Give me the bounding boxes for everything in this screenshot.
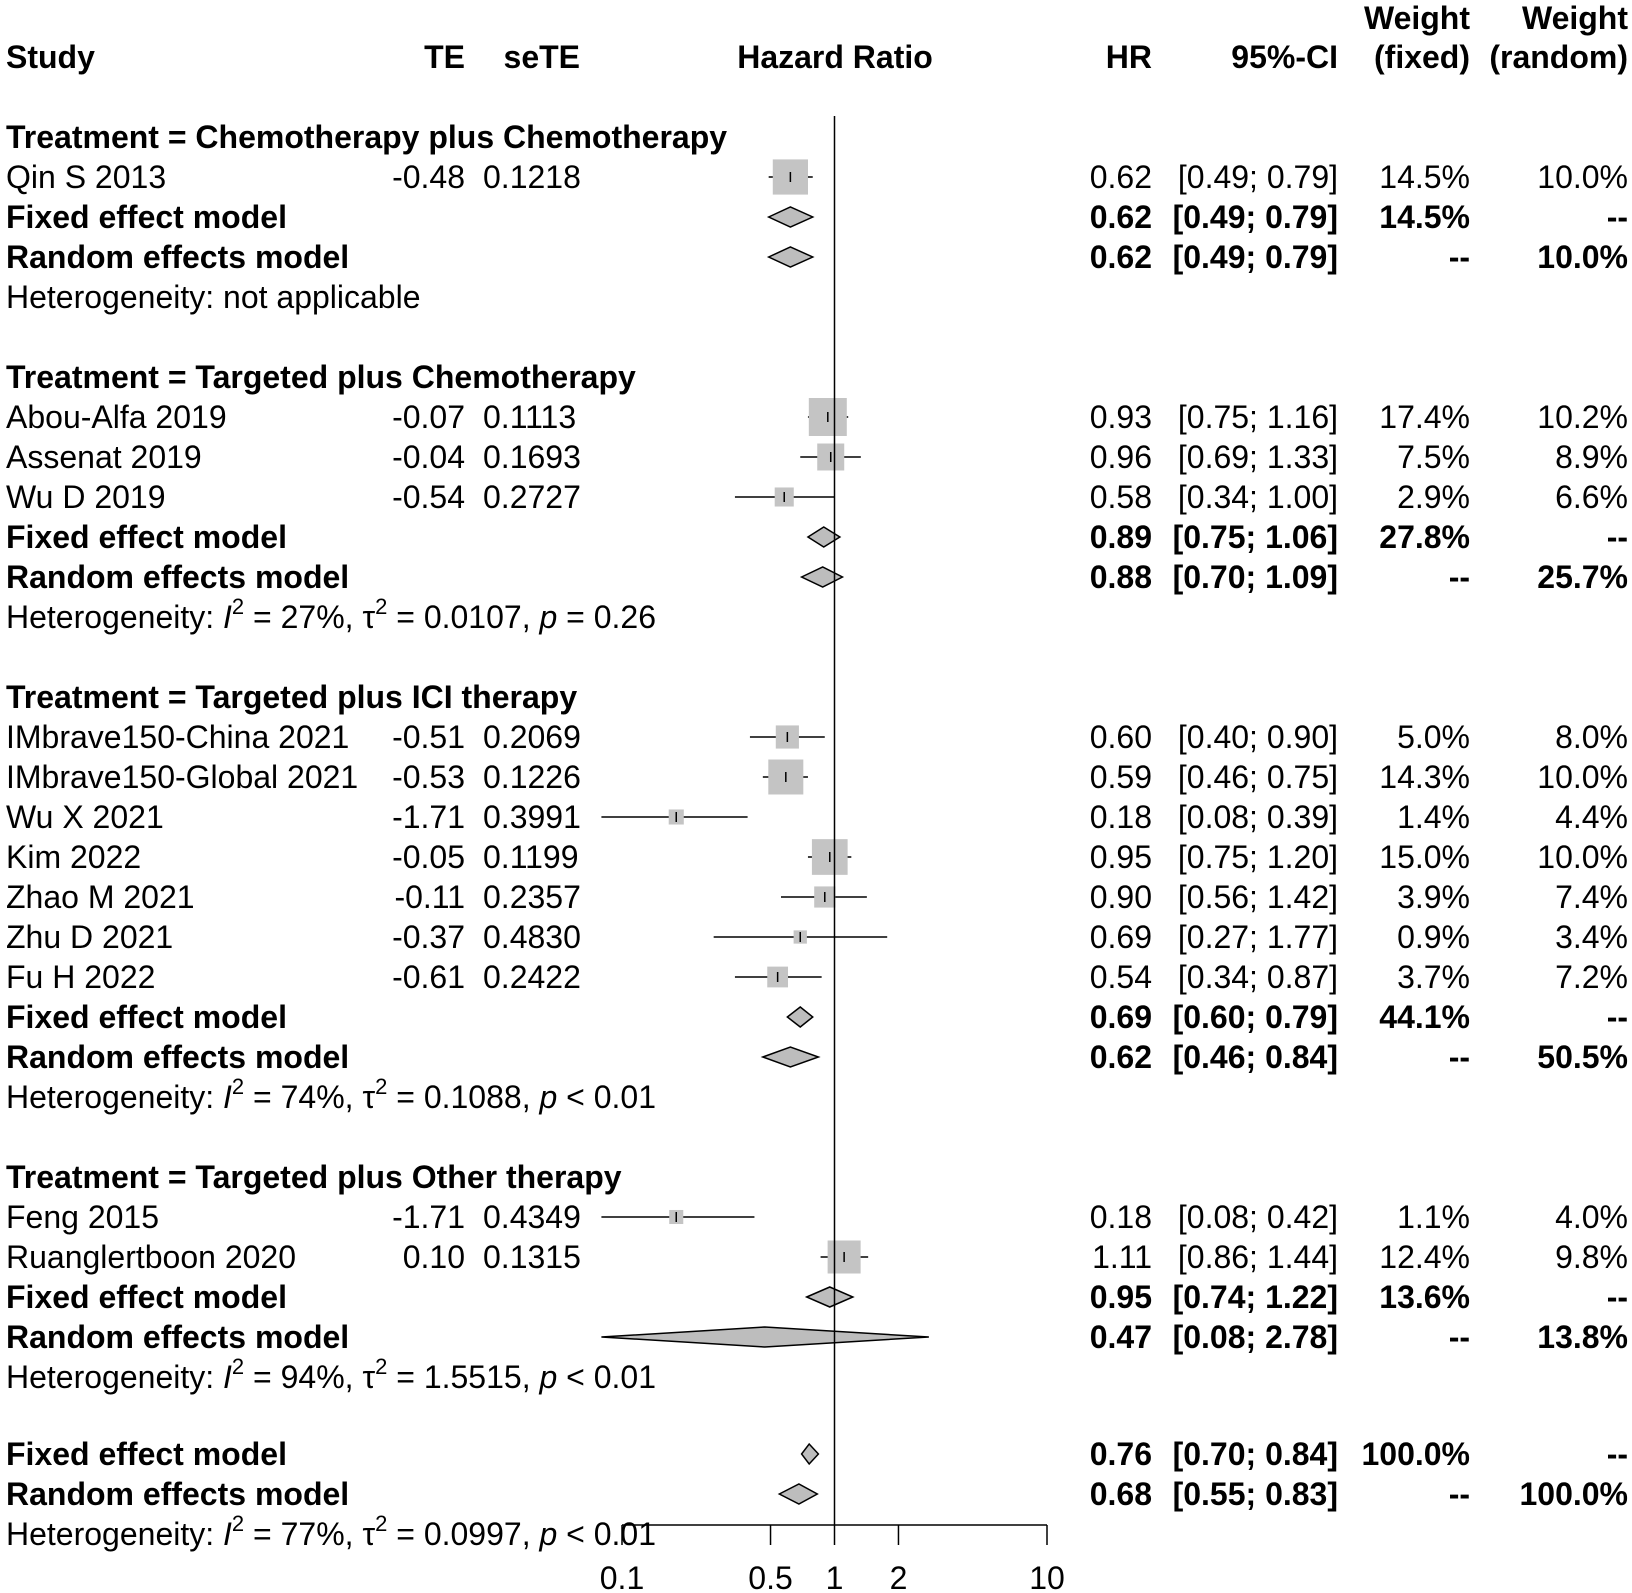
fixed-hr: 0.89 bbox=[1089, 519, 1152, 555]
study-ci: [0.46; 0.75] bbox=[1177, 759, 1338, 795]
study-te: -0.37 bbox=[392, 919, 465, 955]
study-te: 0.10 bbox=[402, 1239, 465, 1275]
study-weight-random: 10.0% bbox=[1537, 159, 1628, 195]
study-name: Ruanglertboon 2020 bbox=[6, 1239, 297, 1275]
fixed-hr: 0.69 bbox=[1089, 999, 1152, 1035]
random-effects-diamond bbox=[769, 247, 813, 267]
overall-random-diamond bbox=[779, 1484, 817, 1504]
header-weight-fixed-top: Weight bbox=[1363, 0, 1470, 36]
study-hr: 0.60 bbox=[1089, 719, 1152, 755]
header-ci: 95%-CI bbox=[1231, 39, 1338, 75]
study-weight-random: 7.4% bbox=[1555, 879, 1628, 915]
study-sete: 0.1226 bbox=[483, 759, 581, 795]
study-sete: 0.4349 bbox=[483, 1199, 581, 1235]
fixed-ci: [0.75; 1.06] bbox=[1172, 519, 1338, 555]
study-weight-fixed: 1.1% bbox=[1397, 1199, 1470, 1235]
fixed-effect-diamond bbox=[787, 1007, 812, 1027]
header-te: TE bbox=[424, 39, 465, 75]
study-te: -0.07 bbox=[392, 399, 465, 435]
header-hr: HR bbox=[1105, 39, 1152, 75]
random-ci: [0.46; 0.84] bbox=[1172, 1039, 1338, 1075]
header-weight-fixed-bottom: (fixed) bbox=[1374, 39, 1470, 75]
het-i-symbol: I bbox=[223, 1516, 232, 1552]
study-ci: [0.34; 1.00] bbox=[1177, 479, 1338, 515]
study-ci: [0.40; 0.90] bbox=[1177, 719, 1338, 755]
overall-random-ci: [0.55; 0.83] bbox=[1172, 1476, 1338, 1512]
study-weight-random: 10.0% bbox=[1537, 839, 1628, 875]
random-effects-label: Random effects model bbox=[6, 1039, 350, 1075]
study-sete: 0.3991 bbox=[483, 799, 581, 835]
het-i-superscript: 2 bbox=[231, 1354, 245, 1379]
random-effects-label: Random effects model bbox=[6, 239, 350, 275]
study-hr: 1.11 bbox=[1092, 1239, 1152, 1275]
study-name: Wu D 2019 bbox=[6, 479, 166, 515]
random-effects-label: Random effects model bbox=[6, 559, 350, 595]
overall-fixed-weight-fixed: 100.0% bbox=[1361, 1436, 1470, 1472]
fixed-effect-diamond bbox=[769, 207, 813, 227]
study-sete: 0.1113 bbox=[483, 399, 577, 435]
overall-fixed-hr: 0.76 bbox=[1089, 1436, 1152, 1472]
study-hr: 0.96 bbox=[1089, 439, 1152, 475]
het-i2-value: = 74%, τ bbox=[244, 1079, 376, 1115]
study-weight-fixed: 0.9% bbox=[1397, 919, 1470, 955]
study-weight-random: 10.0% bbox=[1537, 759, 1628, 795]
study-weight-random: 9.8% bbox=[1555, 1239, 1628, 1275]
study-ci: [0.34; 0.87] bbox=[1177, 959, 1338, 995]
het-p-symbol: p bbox=[539, 1516, 558, 1552]
study-weight-fixed: 14.5% bbox=[1379, 159, 1470, 195]
group-title: Treatment = Targeted plus ICI therapy bbox=[6, 679, 578, 715]
het-label: Heterogeneity: bbox=[6, 1079, 224, 1115]
random-ci: [0.70; 1.09] bbox=[1172, 559, 1338, 595]
random-weight-fixed: -- bbox=[1448, 239, 1470, 275]
header-weight-random-top: Weight bbox=[1521, 0, 1628, 36]
header-study: Study bbox=[6, 39, 95, 75]
het-i-superscript: 2 bbox=[231, 1511, 245, 1536]
random-weight-fixed: -- bbox=[1448, 559, 1470, 595]
random-hr: 0.62 bbox=[1089, 1039, 1152, 1075]
het-i-symbol: I bbox=[223, 599, 232, 635]
fixed-weight-fixed: 13.6% bbox=[1379, 1279, 1470, 1315]
study-weight-random: 8.9% bbox=[1555, 439, 1628, 475]
fixed-weight-fixed: 14.5% bbox=[1379, 199, 1470, 235]
study-name: Kim 2022 bbox=[6, 839, 142, 875]
study-name: Qin S 2013 bbox=[6, 159, 167, 195]
study-ci: [0.08; 0.39] bbox=[1177, 799, 1338, 835]
study-te: -0.51 bbox=[392, 719, 465, 755]
study-sete: 0.2357 bbox=[483, 879, 581, 915]
fixed-effect-label: Fixed effect model bbox=[6, 199, 287, 235]
het-i2-value: = 77%, τ bbox=[244, 1516, 376, 1552]
heterogeneity-text bbox=[6, 1074, 656, 1115]
random-effects-diamond bbox=[601, 1327, 928, 1347]
het-tau-superscript: 2 bbox=[375, 1354, 388, 1379]
x-axis-tick-label: 10 bbox=[1029, 1560, 1065, 1593]
het-tau-superscript: 2 bbox=[375, 594, 388, 619]
study-sete: 0.2422 bbox=[483, 959, 581, 995]
study-te: -0.54 bbox=[392, 479, 465, 515]
het-tau-superscript: 2 bbox=[375, 1511, 388, 1536]
study-te: -0.53 bbox=[392, 759, 465, 795]
overall-fixed-diamond bbox=[802, 1444, 819, 1464]
het-i-superscript: 2 bbox=[231, 1074, 245, 1099]
study-weight-random: 10.2% bbox=[1537, 399, 1628, 435]
fixed-ci: [0.49; 0.79] bbox=[1172, 199, 1338, 235]
het-i2-value: = 94%, τ bbox=[244, 1359, 376, 1395]
random-ci: [0.08; 2.78] bbox=[1172, 1319, 1338, 1355]
study-ci: [0.86; 1.44] bbox=[1177, 1239, 1338, 1275]
fixed-weight-random: -- bbox=[1606, 1279, 1628, 1315]
study-weight-random: 7.2% bbox=[1555, 959, 1628, 995]
overall-random-weight-fixed: -- bbox=[1448, 1476, 1470, 1512]
het-i-superscript: 2 bbox=[231, 594, 245, 619]
study-hr: 0.54 bbox=[1089, 959, 1152, 995]
study-weight-random: 4.0% bbox=[1555, 1199, 1628, 1235]
group-title: Treatment = Chemotherapy plus Chemotherapy bbox=[6, 119, 728, 155]
fixed-weight-fixed: 27.8% bbox=[1379, 519, 1470, 555]
fixed-effect-label: Fixed effect model bbox=[6, 1279, 287, 1315]
header-weight-random-bottom: (random) bbox=[1489, 39, 1628, 75]
random-effects-diamond bbox=[763, 1047, 819, 1067]
het-i-symbol: I bbox=[223, 1359, 232, 1395]
study-name: Zhu D 2021 bbox=[6, 919, 174, 955]
het-p-value: < 0.01 bbox=[557, 1079, 657, 1115]
overall-random-weight-random: 100.0% bbox=[1519, 1476, 1628, 1512]
het-p-value: < 0.01 bbox=[557, 1516, 657, 1552]
random-weight-random: 50.5% bbox=[1537, 1039, 1628, 1075]
random-hr: 0.47 bbox=[1089, 1319, 1152, 1355]
random-effects-label: Random effects model bbox=[6, 1319, 350, 1355]
study-ci: [0.27; 1.77] bbox=[1177, 919, 1338, 955]
study-te: -0.05 bbox=[392, 839, 465, 875]
heterogeneity-text bbox=[6, 594, 656, 635]
random-weight-random: 25.7% bbox=[1537, 559, 1628, 595]
overall-fixed-label: Fixed effect model bbox=[6, 1436, 287, 1472]
het-label: Heterogeneity: bbox=[6, 1516, 224, 1552]
study-sete: 0.1315 bbox=[483, 1239, 581, 1275]
study-ci: [0.75; 1.16] bbox=[1177, 399, 1338, 435]
study-weight-fixed: 5.0% bbox=[1397, 719, 1470, 755]
het-tau-superscript: 2 bbox=[375, 1074, 388, 1099]
study-hr: 0.90 bbox=[1089, 879, 1152, 915]
study-weight-random: 3.4% bbox=[1555, 919, 1628, 955]
random-weight-random: 10.0% bbox=[1537, 239, 1628, 275]
study-weight-fixed: 14.3% bbox=[1379, 759, 1470, 795]
het-tau2-value: = 1.5515, bbox=[387, 1359, 540, 1395]
het-label: Heterogeneity: bbox=[6, 1359, 224, 1395]
header-hazard-ratio: Hazard Ratio bbox=[737, 39, 933, 75]
study-hr: 0.58 bbox=[1089, 479, 1152, 515]
fixed-effect-label: Fixed effect model bbox=[6, 999, 287, 1035]
study-hr: 0.95 bbox=[1089, 839, 1152, 875]
study-weight-random: 6.6% bbox=[1555, 479, 1628, 515]
study-name: Zhao M 2021 bbox=[6, 879, 195, 915]
x-axis-tick-label: 0.5 bbox=[748, 1560, 793, 1593]
study-weight-fixed: 15.0% bbox=[1379, 839, 1470, 875]
fixed-ci: [0.60; 0.79] bbox=[1172, 999, 1338, 1035]
random-weight-fixed: -- bbox=[1448, 1319, 1470, 1355]
study-hr: 0.93 bbox=[1089, 399, 1152, 435]
study-ci: [0.49; 0.79] bbox=[1177, 159, 1338, 195]
het-label: Heterogeneity: bbox=[6, 599, 224, 635]
study-name: Fu H 2022 bbox=[6, 959, 156, 995]
fixed-ci: [0.74; 1.22] bbox=[1172, 1279, 1338, 1315]
study-hr: 0.59 bbox=[1089, 759, 1152, 795]
fixed-hr: 0.95 bbox=[1089, 1279, 1152, 1315]
study-weight-fixed: 12.4% bbox=[1379, 1239, 1470, 1275]
het-p-symbol: p bbox=[539, 1359, 558, 1395]
fixed-weight-random: -- bbox=[1606, 999, 1628, 1035]
study-te: -0.11 bbox=[394, 879, 465, 915]
group-title: Treatment = Targeted plus Other therapy bbox=[6, 1159, 622, 1195]
het-p-value: = 0.26 bbox=[557, 599, 657, 635]
study-weight-fixed: 17.4% bbox=[1379, 399, 1470, 435]
study-name: Abou-Alfa 2019 bbox=[6, 399, 227, 435]
overall-random-label: Random effects model bbox=[6, 1476, 350, 1512]
study-hr: 0.18 bbox=[1089, 799, 1152, 835]
study-sete: 0.4830 bbox=[483, 919, 581, 955]
study-sete: 0.2069 bbox=[483, 719, 581, 755]
x-axis-tick-label: 1 bbox=[825, 1560, 844, 1593]
study-sete: 0.1218 bbox=[483, 159, 581, 195]
fixed-effect-diamond bbox=[807, 1287, 853, 1307]
study-te: -0.48 bbox=[392, 159, 465, 195]
study-weight-fixed: 2.9% bbox=[1397, 479, 1470, 515]
overall-heterogeneity-text bbox=[6, 1511, 656, 1552]
random-hr: 0.88 bbox=[1089, 559, 1152, 595]
study-hr: 0.69 bbox=[1089, 919, 1152, 955]
study-hr: 0.18 bbox=[1089, 1199, 1152, 1235]
study-ci: [0.75; 1.20] bbox=[1177, 839, 1338, 875]
overall-fixed-ci: [0.70; 0.84] bbox=[1172, 1436, 1338, 1472]
group-title: Treatment = Targeted plus Chemotherapy bbox=[6, 359, 636, 395]
study-weight-fixed: 7.5% bbox=[1397, 439, 1470, 475]
het-p-value: < 0.01 bbox=[557, 1359, 657, 1395]
heterogeneity-text bbox=[6, 1354, 656, 1395]
heterogeneity-text: Heterogeneity: not applicable bbox=[6, 279, 421, 315]
random-ci: [0.49; 0.79] bbox=[1172, 239, 1338, 275]
study-te: -1.71 bbox=[392, 799, 465, 835]
het-i-symbol: I bbox=[223, 1079, 232, 1115]
study-sete: 0.1693 bbox=[483, 439, 581, 475]
study-te: -0.61 bbox=[392, 959, 465, 995]
overall-random-hr: 0.68 bbox=[1089, 1476, 1152, 1512]
study-name: Feng 2015 bbox=[6, 1199, 160, 1235]
study-weight-fixed: 1.4% bbox=[1397, 799, 1470, 835]
study-name: IMbrave150-Global 2021 bbox=[6, 759, 359, 795]
study-weight-fixed: 3.7% bbox=[1397, 959, 1470, 995]
study-weight-random: 8.0% bbox=[1555, 719, 1628, 755]
fixed-hr: 0.62 bbox=[1089, 199, 1152, 235]
header-sete: seTE bbox=[503, 39, 580, 75]
het-p-symbol: p bbox=[539, 1079, 558, 1115]
study-hr: 0.62 bbox=[1089, 159, 1152, 195]
study-ci: [0.08; 0.42] bbox=[1177, 1199, 1338, 1235]
fixed-weight-random: -- bbox=[1606, 519, 1628, 555]
x-axis-tick-label: 2 bbox=[889, 1560, 908, 1593]
overall-fixed-weight-random: -- bbox=[1606, 1436, 1628, 1472]
x-axis-tick-label: 0.1 bbox=[599, 1560, 645, 1593]
random-effects-diamond bbox=[802, 567, 843, 587]
random-hr: 0.62 bbox=[1089, 239, 1152, 275]
fixed-weight-fixed: 44.1% bbox=[1379, 999, 1470, 1035]
study-sete: 0.2727 bbox=[483, 479, 581, 515]
fixed-effect-label: Fixed effect model bbox=[6, 519, 287, 555]
study-weight-fixed: 3.9% bbox=[1397, 879, 1470, 915]
study-name: Assenat 2019 bbox=[6, 439, 202, 475]
study-ci: [0.56; 1.42] bbox=[1177, 879, 1338, 915]
study-ci: [0.69; 1.33] bbox=[1177, 439, 1338, 475]
study-te: -0.04 bbox=[392, 439, 465, 475]
het-i2-value: = 27%, τ bbox=[244, 599, 376, 635]
study-name: IMbrave150-China 2021 bbox=[6, 719, 350, 755]
random-weight-fixed: -- bbox=[1448, 1039, 1470, 1075]
study-name: Wu X 2021 bbox=[6, 799, 164, 835]
study-sete: 0.1199 bbox=[483, 839, 579, 875]
het-tau2-value: = 0.0107, bbox=[387, 599, 540, 635]
study-weight-random: 4.4% bbox=[1555, 799, 1628, 835]
het-tau2-value: = 0.1088, bbox=[387, 1079, 540, 1115]
random-weight-random: 13.8% bbox=[1537, 1319, 1628, 1355]
het-p-symbol: p bbox=[539, 599, 558, 635]
het-tau2-value: = 0.0997, bbox=[387, 1516, 540, 1552]
study-te: -1.71 bbox=[392, 1199, 465, 1235]
fixed-weight-random: -- bbox=[1606, 199, 1628, 235]
